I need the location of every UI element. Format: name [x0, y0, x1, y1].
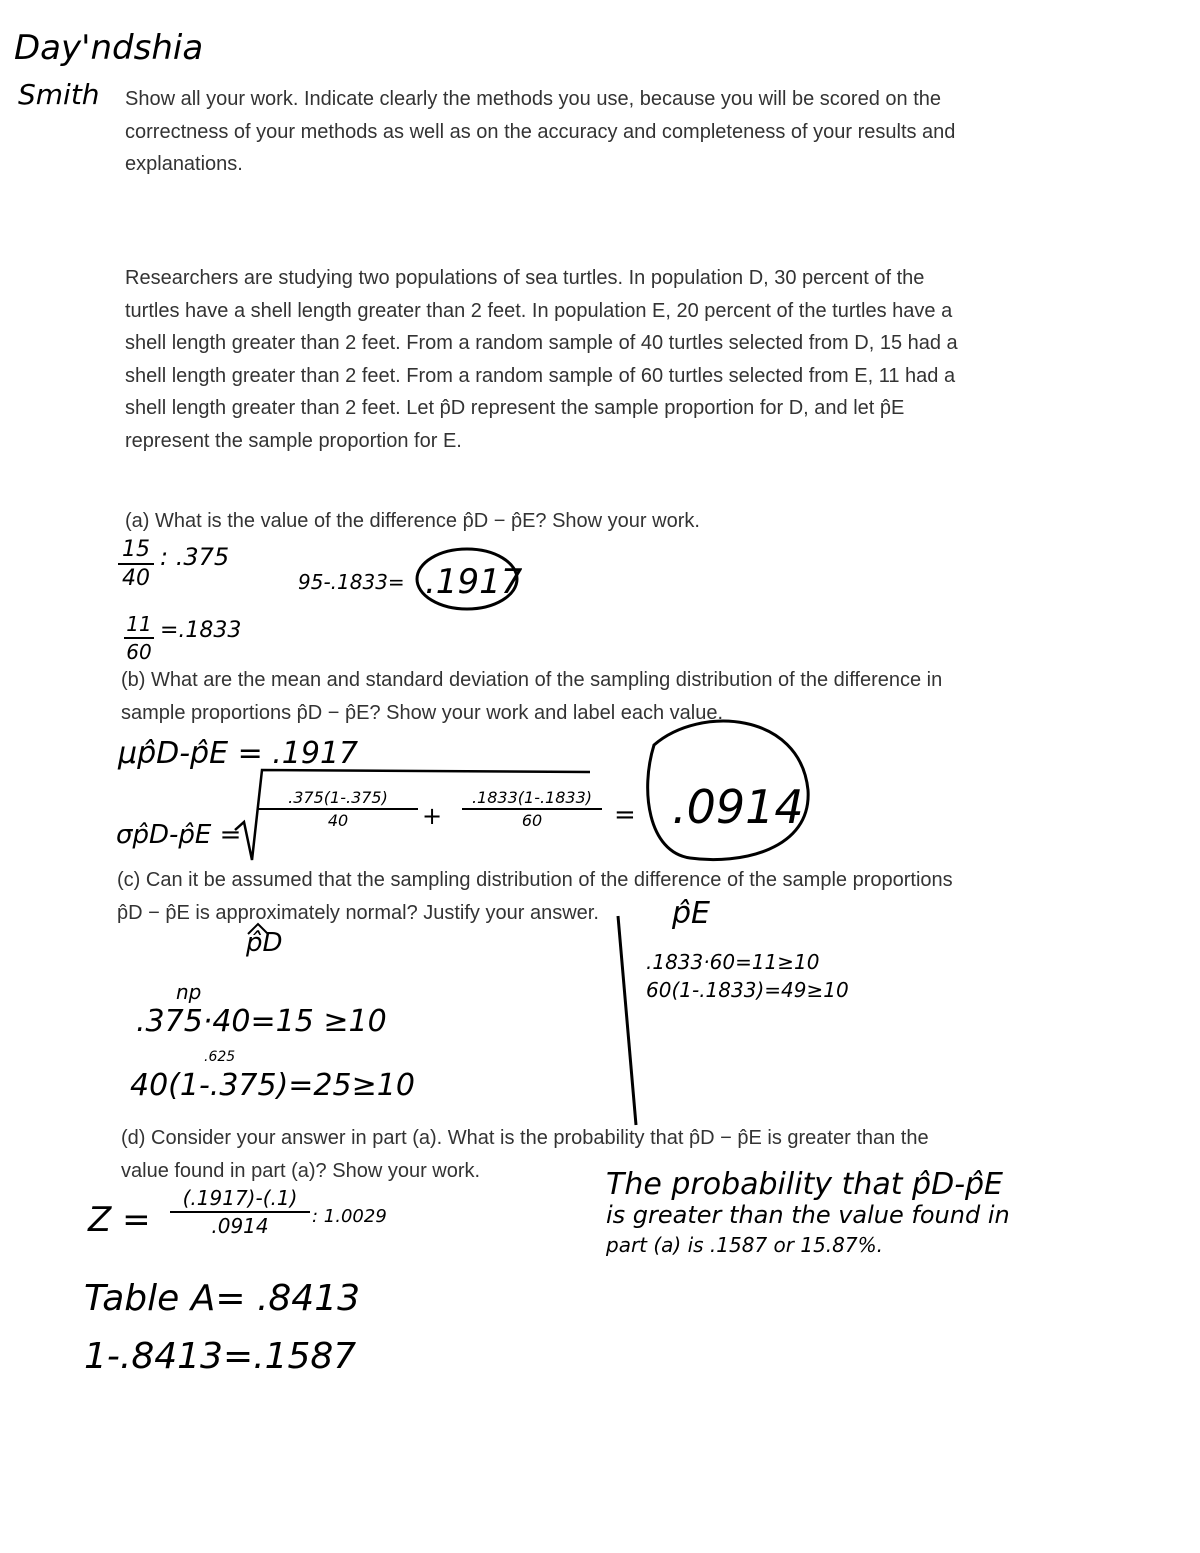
problem-line: turtles have a shell length greater than 2 feet. In population E, 20 percent of the turtles have a: [125, 299, 953, 322]
work-a-value-2: =.1833: [160, 618, 242, 643]
fraction-bar: [258, 808, 418, 810]
problem-line: Researchers are studying two populations of sea turtles. In population D, 30 percent of the: [125, 267, 925, 289]
work-d-conclusion: [606, 1167, 1010, 1260]
student-last-name: Smith: [18, 78, 100, 111]
work-c-pe-line-2: 60(1-.1833)=49≥10: [646, 978, 849, 1002]
question-line: (b) What are the mean and standard deviation of the sampling distribution of the difference in: [121, 669, 943, 691]
work-d-z-value: : 1.0029: [312, 1206, 387, 1227]
z-numerator: (.1917)-(.1): [182, 1186, 298, 1210]
conclusion-line: The probability that p̂D-p̂E: [606, 1167, 1004, 1202]
part-a-question: [125, 505, 1045, 538]
fraction-bar: [462, 808, 602, 810]
question-line: p̂D − p̂E is approximately normal? Justify your answer.: [117, 901, 599, 924]
work-b-answer: .0914: [672, 780, 804, 834]
work-d-z-fraction: [170, 1186, 310, 1238]
term-numerator: .1833(1-.1833): [471, 788, 593, 807]
fraction-bar: [118, 563, 154, 565]
work-c-pe-label: p̂E: [672, 896, 710, 931]
question-line: value found in part (a)? Show your work.: [121, 1159, 481, 1182]
work-d-z-label: Z =: [88, 1200, 151, 1240]
question-line: (c) Can it be assumed that the sampling distribution of the difference of the sample proportions: [117, 869, 953, 891]
divider-line: [618, 916, 636, 1125]
instructions-line: explanations.: [125, 153, 243, 175]
question-line: (a) What is the value of the difference p̂D − p̂E? Show your work.: [125, 510, 700, 532]
work-c-line-2: 40(1-.375)=25≥10: [130, 1068, 415, 1103]
fraction-numerator: 15: [122, 537, 150, 562]
problem-line: shell length greater than 2 feet. From a random sample of 40 turtles selected from D, 15 had a: [125, 332, 958, 354]
work-b-equals: =: [614, 800, 636, 830]
work-c-small: .625: [204, 1049, 236, 1065]
instructions-line: Show all your work. Indicate clearly the methods you use, because you will be scored on the: [125, 88, 941, 110]
problem-statement: [125, 262, 1045, 457]
instructions: [125, 83, 1045, 181]
problem-line: shell length greater than 2 feet. Let p̂D represent the sample proportion for D, and let p̂E: [125, 397, 905, 419]
work-b-term-2: [462, 788, 602, 830]
work-c-line-1: .375·40=15 ≥10: [136, 1004, 387, 1039]
work-b-term-1: [258, 788, 418, 830]
work-a-answer: .1917: [425, 562, 523, 602]
work-a-fraction-1: [118, 537, 154, 591]
work-b-sd-label: σp̂D-p̂E =: [116, 820, 242, 850]
question-line: (d) Consider your answer in part (a). What is the probability that p̂D − p̂E is greater than the: [121, 1127, 929, 1149]
fraction-bar: [124, 637, 154, 639]
fraction-numerator: 11: [126, 612, 152, 636]
work-a-difference: 95-.1833=: [298, 570, 405, 594]
fraction-bar: [170, 1211, 310, 1213]
work-d-result: 1-.8413=.1587: [84, 1336, 357, 1377]
problem-line: represent the sample proportion for E.: [125, 429, 462, 452]
conclusion-line: is greater than the value found in: [606, 1201, 1010, 1229]
work-c-np-label: np: [176, 980, 202, 1004]
problem-line: shell length greater than 2 feet. From a random sample of 60 turtles selected from E, 11 had a: [125, 364, 956, 387]
instructions-line: correctness of your methods as well as on the accuracy and completeness of your results and: [125, 120, 956, 143]
conclusion-line: part (a) is .1587 or 15.87%.: [606, 1233, 883, 1257]
part-c-question: [117, 864, 1037, 929]
question-line: sample proportions p̂D − p̂E? Show your work and label each value.: [121, 701, 724, 724]
fraction-denominator: 40: [122, 566, 150, 591]
work-c-pd-label: p̂D: [246, 928, 283, 958]
work-b-plus: +: [422, 802, 443, 830]
part-b-question: [121, 664, 1041, 729]
work-b-mean: μp̂D-p̂E = .1917: [118, 736, 359, 771]
z-denominator: .0914: [211, 1214, 269, 1238]
term-denominator: 60: [521, 811, 543, 830]
work-d-table: Table A= .8413: [84, 1278, 361, 1319]
work-a-value-1: : .375: [160, 543, 230, 571]
work-a-fraction-2: [124, 612, 154, 664]
term-denominator: 40: [327, 811, 349, 830]
term-numerator: .375(1-.375): [288, 788, 388, 807]
student-first-name: Day'ndshia: [14, 28, 204, 68]
work-c-pe-line-1: .1833·60=11≥10: [646, 950, 820, 974]
fraction-denominator: 60: [126, 640, 152, 664]
